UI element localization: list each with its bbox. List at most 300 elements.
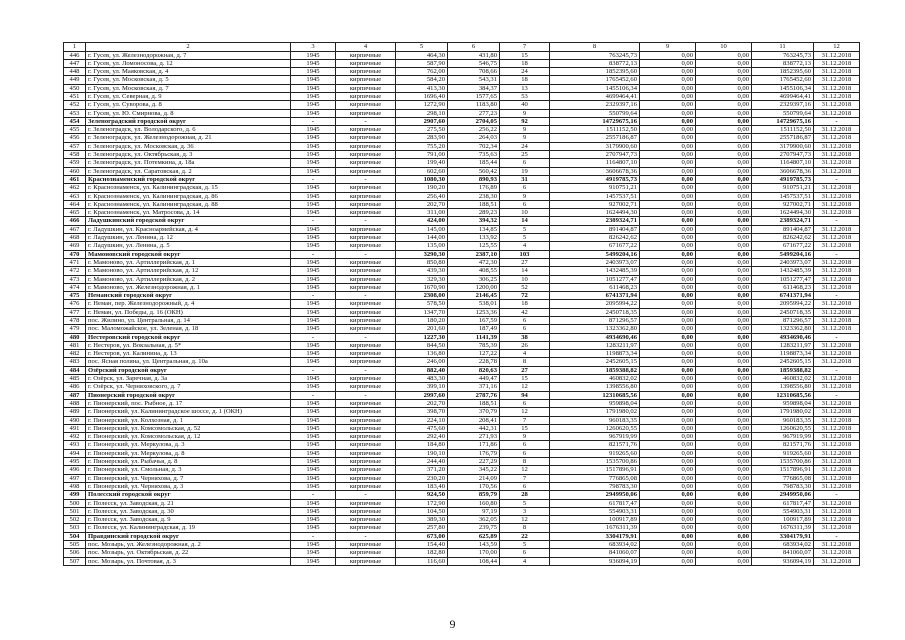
living-area-cell: 431,80 bbox=[448, 51, 500, 59]
table-row bbox=[64, 399, 860, 407]
cost-total-cell: 554903,31 bbox=[550, 507, 640, 515]
wall-material-cell: кирпичные bbox=[336, 441, 396, 449]
row-number-cell: 497 bbox=[64, 474, 86, 482]
living-area-cell: 708,66 bbox=[448, 68, 500, 76]
address-cell: г. Зеленоградск, ул. Железнодорожная, д. 21 bbox=[86, 134, 291, 142]
cost-total-cell: 826242,62 bbox=[550, 234, 640, 242]
total-area-cell: 924,50 bbox=[396, 491, 448, 499]
deadline-cell: 31.12.2018 bbox=[814, 449, 860, 457]
living-area-cell: 859,79 bbox=[448, 491, 500, 499]
residents-cell: 28 bbox=[500, 491, 550, 499]
table-row bbox=[64, 317, 860, 325]
cost-final-cell: 2557186,87 bbox=[752, 134, 814, 142]
wall-material-cell: кирпичные bbox=[336, 325, 396, 333]
cost-zero-b-cell: 0,00 bbox=[696, 308, 752, 316]
row-number-cell: 491 bbox=[64, 424, 86, 432]
total-area-cell: 298,10 bbox=[396, 109, 448, 117]
address-cell: г. Краснознаменск, ул. Калининградская, д. 88 bbox=[86, 200, 291, 208]
cost-zero-a-cell: 0,00 bbox=[640, 300, 696, 308]
table-row bbox=[64, 109, 860, 117]
cost-total-cell: 2557186,87 bbox=[550, 134, 640, 142]
wall-material-cell: кирпичные bbox=[336, 59, 396, 67]
cost-zero-a-cell: 0,00 bbox=[640, 283, 696, 291]
residents-cell: 40 bbox=[500, 101, 550, 109]
deadline-cell: 31.12.2018 bbox=[814, 159, 860, 167]
total-area-cell: 673,00 bbox=[396, 532, 448, 540]
total-area-cell: 257,80 bbox=[396, 524, 448, 532]
residents-cell: 4 bbox=[500, 242, 550, 250]
year-cell: 1945 bbox=[291, 283, 336, 291]
cost-zero-b-cell: 0,00 bbox=[696, 524, 752, 532]
residents-cell: 26 bbox=[500, 341, 550, 349]
table-row bbox=[64, 76, 860, 84]
deadline-cell: 31.12.2018 bbox=[814, 458, 860, 466]
cost-zero-a-cell: 0,00 bbox=[640, 375, 696, 383]
deadline-cell: 31.12.2018 bbox=[814, 200, 860, 208]
cost-final-cell: 1260620,55 bbox=[752, 424, 814, 432]
cost-zero-a-cell: 0,00 bbox=[640, 383, 696, 391]
cost-final-cell: 550799,64 bbox=[752, 109, 814, 117]
table-row bbox=[64, 92, 860, 100]
living-area-cell: 1253,36 bbox=[448, 308, 500, 316]
year-cell: 1945 bbox=[291, 159, 336, 167]
year-cell: 1945 bbox=[291, 275, 336, 283]
address-cell: г. Мамоново, ул. Артиллерийская, д. 12 bbox=[86, 267, 291, 275]
address-cell: г. Пионерский, ул. Комсомольская, д. 12 bbox=[86, 433, 291, 441]
deadline-cell: 31.12.2018 bbox=[814, 76, 860, 84]
residents-cell: 6 bbox=[500, 399, 550, 407]
cost-final-cell: 5499204,16 bbox=[752, 250, 814, 258]
living-area-cell: 127,22 bbox=[448, 350, 500, 358]
row-number-cell: 504 bbox=[64, 532, 86, 540]
cost-total-cell: 841060,07 bbox=[550, 549, 640, 557]
living-area-cell: 546,75 bbox=[448, 59, 500, 67]
column-header: 3 bbox=[291, 43, 336, 52]
deadline-cell: - bbox=[814, 391, 860, 399]
cost-zero-a-cell: 0,00 bbox=[640, 557, 696, 565]
cost-zero-b-cell: 0,00 bbox=[696, 449, 752, 457]
address-cell: г. Полесск, ул. Калининградская, д. 19 bbox=[86, 524, 291, 532]
address-cell: пос. Жилино, ул. Центральная, д. 14 bbox=[86, 317, 291, 325]
cost-final-cell: 871296,57 bbox=[752, 317, 814, 325]
deadline-cell: 31.12.2018 bbox=[814, 482, 860, 490]
deadline-cell: - bbox=[814, 250, 860, 258]
cost-total-cell: 927002,71 bbox=[550, 200, 640, 208]
cost-zero-a-cell: 0,00 bbox=[640, 433, 696, 441]
cost-zero-a-cell: 0,00 bbox=[640, 391, 696, 399]
year-cell: 1945 bbox=[291, 317, 336, 325]
cost-final-cell: 12310685,56 bbox=[752, 391, 814, 399]
living-area-cell: 188,51 bbox=[448, 399, 500, 407]
residents-cell: 10 bbox=[500, 275, 550, 283]
total-area-cell: 483,30 bbox=[396, 375, 448, 383]
living-area-cell: 160,80 bbox=[448, 499, 500, 507]
row-number-cell: 477 bbox=[64, 308, 86, 316]
wall-material-cell: кирпичные bbox=[336, 192, 396, 200]
address-cell: г. Нестеров, ул. Вокзальная, д. 5* bbox=[86, 341, 291, 349]
cost-final-cell: 100917,89 bbox=[752, 516, 814, 524]
cost-final-cell: 1859388,82 bbox=[752, 366, 814, 374]
wall-material-cell: - bbox=[336, 366, 396, 374]
row-number-cell: 495 bbox=[64, 458, 86, 466]
registry-sheet bbox=[63, 42, 859, 566]
cost-total-cell: 3304179,91 bbox=[550, 532, 640, 540]
row-number-cell: 480 bbox=[64, 333, 86, 341]
wall-material-cell: кирпичные bbox=[336, 167, 396, 175]
cost-zero-b-cell: 0,00 bbox=[696, 225, 752, 233]
living-area-cell: 560,42 bbox=[448, 167, 500, 175]
living-area-cell: 1200,00 bbox=[448, 283, 500, 291]
cost-zero-b-cell: 0,00 bbox=[696, 109, 752, 117]
table-row bbox=[64, 308, 860, 316]
cost-total-cell: 100917,89 bbox=[550, 516, 640, 524]
deadline-cell: 31.12.2018 bbox=[814, 541, 860, 549]
total-area-cell: 398,70 bbox=[396, 408, 448, 416]
wall-material-cell: кирпичные bbox=[336, 51, 396, 59]
column-header: 10 bbox=[696, 43, 752, 52]
total-area-cell: 256,40 bbox=[396, 192, 448, 200]
row-number-cell: 452 bbox=[64, 101, 86, 109]
cost-zero-b-cell: 0,00 bbox=[696, 92, 752, 100]
year-cell: - bbox=[291, 366, 336, 374]
year-cell: 1945 bbox=[291, 92, 336, 100]
deadline-cell: 31.12.2018 bbox=[814, 192, 860, 200]
row-number-cell: 467 bbox=[64, 225, 86, 233]
year-cell: 1945 bbox=[291, 416, 336, 424]
address-cell: г. Пионерский, ул. Колхозная, д. 1 bbox=[86, 416, 291, 424]
deadline-cell: 31.12.2018 bbox=[814, 209, 860, 217]
address-cell: Полесский городской округ bbox=[86, 491, 291, 499]
cost-total-cell: 2329397,16 bbox=[550, 101, 640, 109]
residents-cell: 9 bbox=[500, 192, 550, 200]
cost-zero-a-cell: 0,00 bbox=[640, 159, 696, 167]
cost-total-cell: 6741371,94 bbox=[550, 292, 640, 300]
cost-zero-b-cell: 0,00 bbox=[696, 375, 752, 383]
table-row bbox=[64, 499, 860, 507]
year-cell: 1945 bbox=[291, 375, 336, 383]
address-cell: г. Зеленоградск, ул. Володарского, д. 6 bbox=[86, 126, 291, 134]
cost-zero-a-cell: 0,00 bbox=[640, 474, 696, 482]
cost-zero-b-cell: 0,00 bbox=[696, 267, 752, 275]
address-cell: пос. Мозырь, ул. Почтовая, д. 3 bbox=[86, 557, 291, 565]
cost-total-cell: 891404,87 bbox=[550, 225, 640, 233]
total-area-cell: 882,40 bbox=[396, 366, 448, 374]
living-area-cell: 1183,80 bbox=[448, 101, 500, 109]
cost-final-cell: 1624494,30 bbox=[752, 209, 814, 217]
table-row bbox=[64, 242, 860, 250]
cost-zero-b-cell: 0,00 bbox=[696, 76, 752, 84]
cost-zero-a-cell: 0,00 bbox=[640, 350, 696, 358]
row-number-cell: 492 bbox=[64, 433, 86, 441]
year-cell: - bbox=[291, 217, 336, 225]
cost-zero-b-cell: 0,00 bbox=[696, 68, 752, 76]
table-row bbox=[64, 59, 860, 67]
residents-cell: 5 bbox=[500, 225, 550, 233]
table-row bbox=[64, 424, 860, 432]
total-area-cell: 2907,60 bbox=[396, 117, 448, 125]
cost-zero-b-cell: 0,00 bbox=[696, 408, 752, 416]
row-number-cell: 506 bbox=[64, 549, 86, 557]
column-header: 7 bbox=[500, 43, 550, 52]
cost-final-cell: 617817,47 bbox=[752, 499, 814, 507]
group-row bbox=[64, 217, 860, 225]
cost-zero-a-cell: 0,00 bbox=[640, 192, 696, 200]
address-cell: г. Краснознаменск, ул. Калининградская, д. 86 bbox=[86, 192, 291, 200]
year-cell: 1945 bbox=[291, 499, 336, 507]
residents-cell: 15 bbox=[500, 375, 550, 383]
table-row bbox=[64, 275, 860, 283]
wall-material-cell: кирпичные bbox=[336, 399, 396, 407]
row-number-cell: 489 bbox=[64, 408, 86, 416]
cost-total-cell: 959898,04 bbox=[550, 399, 640, 407]
row-number-cell: 473 bbox=[64, 275, 86, 283]
cost-final-cell: 841060,07 bbox=[752, 549, 814, 557]
total-area-cell: 2997,60 bbox=[396, 391, 448, 399]
cost-zero-a-cell: 0,00 bbox=[640, 532, 696, 540]
cost-zero-b-cell: 0,00 bbox=[696, 491, 752, 499]
group-row bbox=[64, 250, 860, 258]
wall-material-cell: кирпичные bbox=[336, 557, 396, 565]
living-area-cell: 133,92 bbox=[448, 234, 500, 242]
total-area-cell: 424,00 bbox=[396, 217, 448, 225]
cost-total-cell: 776865,08 bbox=[550, 474, 640, 482]
living-area-cell: 362,05 bbox=[448, 516, 500, 524]
cost-total-cell: 3179900,60 bbox=[550, 142, 640, 150]
cost-total-cell: 1535700,86 bbox=[550, 458, 640, 466]
table-row bbox=[64, 258, 860, 266]
year-cell: 1945 bbox=[291, 300, 336, 308]
cost-final-cell: 1511152,50 bbox=[752, 126, 814, 134]
deadline-cell: 31.12.2018 bbox=[814, 375, 860, 383]
row-number-cell: 482 bbox=[64, 350, 86, 358]
wall-material-cell: кирпичные bbox=[336, 242, 396, 250]
residents-cell: 8 bbox=[500, 458, 550, 466]
cost-zero-a-cell: 0,00 bbox=[640, 76, 696, 84]
year-cell: 1945 bbox=[291, 84, 336, 92]
cost-total-cell: 1455106,34 bbox=[550, 84, 640, 92]
cost-zero-a-cell: 0,00 bbox=[640, 399, 696, 407]
deadline-cell: 31.12.2018 bbox=[814, 350, 860, 358]
cost-zero-b-cell: 0,00 bbox=[696, 424, 752, 432]
wall-material-cell: кирпичные bbox=[336, 424, 396, 432]
total-area-cell: 1347,70 bbox=[396, 308, 448, 316]
wall-material-cell: кирпичные bbox=[336, 433, 396, 441]
year-cell: 1945 bbox=[291, 59, 336, 67]
total-area-cell: 283,90 bbox=[396, 134, 448, 142]
residents-cell: 4 bbox=[500, 350, 550, 358]
cost-zero-b-cell: 0,00 bbox=[696, 516, 752, 524]
address-cell: Нестеровский городской округ bbox=[86, 333, 291, 341]
wall-material-cell: кирпичные bbox=[336, 474, 396, 482]
group-row bbox=[64, 491, 860, 499]
year-cell: 1945 bbox=[291, 76, 336, 84]
cost-final-cell: 1535700,86 bbox=[752, 458, 814, 466]
wall-material-cell: кирпичные bbox=[336, 142, 396, 150]
cost-zero-a-cell: 0,00 bbox=[640, 275, 696, 283]
address-cell: г. Пионерский, ул. Рыбачья, д. 8 bbox=[86, 458, 291, 466]
cost-total-cell: 1457537,51 bbox=[550, 192, 640, 200]
living-area-cell: 171,86 bbox=[448, 441, 500, 449]
column-header: 11 bbox=[752, 43, 814, 52]
table-row bbox=[64, 482, 860, 490]
cost-zero-b-cell: 0,00 bbox=[696, 234, 752, 242]
cost-zero-a-cell: 0,00 bbox=[640, 458, 696, 466]
cost-zero-b-cell: 0,00 bbox=[696, 117, 752, 125]
year-cell: 1945 bbox=[291, 549, 336, 557]
cost-zero-b-cell: 0,00 bbox=[696, 325, 752, 333]
cost-total-cell: 4919785,73 bbox=[550, 175, 640, 183]
living-area-cell: 702,34 bbox=[448, 142, 500, 150]
cost-total-cell: 1198873,34 bbox=[550, 350, 640, 358]
row-number-cell: 490 bbox=[64, 416, 86, 424]
residents-cell: 9 bbox=[500, 134, 550, 142]
cost-total-cell: 460832,02 bbox=[550, 375, 640, 383]
row-number-cell: 493 bbox=[64, 441, 86, 449]
row-number-cell: 485 bbox=[64, 375, 86, 383]
table-row bbox=[64, 383, 860, 391]
deadline-cell: 31.12.2018 bbox=[814, 433, 860, 441]
wall-material-cell: - bbox=[336, 250, 396, 258]
year-cell: 1945 bbox=[291, 242, 336, 250]
cost-zero-b-cell: 0,00 bbox=[696, 341, 752, 349]
living-area-cell: 239,75 bbox=[448, 524, 500, 532]
column-header: 12 bbox=[814, 43, 860, 52]
cost-zero-a-cell: 0,00 bbox=[640, 267, 696, 275]
cost-total-cell: 671677,22 bbox=[550, 242, 640, 250]
cost-zero-b-cell: 0,00 bbox=[696, 184, 752, 192]
cost-final-cell: 1164807,10 bbox=[752, 159, 814, 167]
cost-total-cell: 1323362,80 bbox=[550, 325, 640, 333]
living-area-cell: 271,93 bbox=[448, 433, 500, 441]
address-cell: пос. Ясная поляна, ул. Центральная, д. 10а bbox=[86, 358, 291, 366]
address-cell: г. Пионерский, ул. Черняхова, д. 7 bbox=[86, 474, 291, 482]
row-number-cell: 501 bbox=[64, 507, 86, 515]
address-cell: пос. Маломожайское, ул. Зеленая, д. 18 bbox=[86, 325, 291, 333]
cost-zero-b-cell: 0,00 bbox=[696, 557, 752, 565]
wall-material-cell: кирпичные bbox=[336, 209, 396, 217]
cost-zero-a-cell: 0,00 bbox=[640, 325, 696, 333]
cost-zero-b-cell: 0,00 bbox=[696, 134, 752, 142]
table-row bbox=[64, 516, 860, 524]
wall-material-cell: - bbox=[336, 117, 396, 125]
address-cell: г. Гусев, ул. Железнодорожная, д. 7 bbox=[86, 51, 291, 59]
wall-material-cell: кирпичные bbox=[336, 549, 396, 557]
wall-material-cell: кирпичные bbox=[336, 416, 396, 424]
total-area-cell: 244,40 bbox=[396, 458, 448, 466]
living-area-cell: 2787,76 bbox=[448, 391, 500, 399]
address-cell: г. Мамоново, ул. Артиллерийская, д. 1 bbox=[86, 258, 291, 266]
cost-zero-b-cell: 0,00 bbox=[696, 175, 752, 183]
total-area-cell: 762,00 bbox=[396, 68, 448, 76]
cost-final-cell: 671677,22 bbox=[752, 242, 814, 250]
cost-zero-a-cell: 0,00 bbox=[640, 142, 696, 150]
row-number-cell: 459 bbox=[64, 159, 86, 167]
total-area-cell: 190,20 bbox=[396, 184, 448, 192]
living-area-cell: 472,30 bbox=[448, 258, 500, 266]
table-row bbox=[64, 416, 860, 424]
residents-cell: 31 bbox=[500, 175, 550, 183]
total-area-cell: 329,30 bbox=[396, 275, 448, 283]
row-number-cell: 466 bbox=[64, 217, 86, 225]
cost-total-cell: 871296,57 bbox=[550, 317, 640, 325]
group-row bbox=[64, 391, 860, 399]
cost-total-cell: 1283211,97 bbox=[550, 341, 640, 349]
cost-zero-a-cell: 0,00 bbox=[640, 516, 696, 524]
row-number-cell: 494 bbox=[64, 449, 86, 457]
cost-total-cell: 4699464,41 bbox=[550, 92, 640, 100]
residents-cell: 52 bbox=[500, 283, 550, 291]
row-number-cell: 456 bbox=[64, 134, 86, 142]
column-header: 2 bbox=[86, 43, 291, 52]
cost-zero-a-cell: 0,00 bbox=[640, 84, 696, 92]
address-cell: г. Гусев, ул. Северная, д. 9 bbox=[86, 92, 291, 100]
deadline-cell: - bbox=[814, 217, 860, 225]
address-cell: Ладушкинский городской округ bbox=[86, 217, 291, 225]
deadline-cell: 31.12.2018 bbox=[814, 142, 860, 150]
deadline-cell: 31.12.2018 bbox=[814, 557, 860, 565]
total-area-cell: 311,00 bbox=[396, 209, 448, 217]
total-area-cell: 371,20 bbox=[396, 466, 448, 474]
cost-zero-a-cell: 0,00 bbox=[640, 491, 696, 499]
total-area-cell: 844,50 bbox=[396, 341, 448, 349]
address-cell: Мамоновский городской округ bbox=[86, 250, 291, 258]
residents-cell: 12 bbox=[500, 383, 550, 391]
table-row bbox=[64, 209, 860, 217]
deadline-cell: 31.12.2018 bbox=[814, 167, 860, 175]
residents-cell: 18 bbox=[500, 76, 550, 84]
wall-material-cell: кирпичные bbox=[336, 524, 396, 532]
cost-total-cell: 2949950,06 bbox=[550, 491, 640, 499]
cost-final-cell: 2450718,35 bbox=[752, 308, 814, 316]
living-area-cell: 143,59 bbox=[448, 541, 500, 549]
cost-final-cell: 1051277,47 bbox=[752, 275, 814, 283]
cost-zero-a-cell: 0,00 bbox=[640, 242, 696, 250]
table-row bbox=[64, 142, 860, 150]
living-area-cell: 2704,05 bbox=[448, 117, 500, 125]
cost-zero-b-cell: 0,00 bbox=[696, 549, 752, 557]
total-area-cell: 202,70 bbox=[396, 399, 448, 407]
cost-final-cell: 4919785,73 bbox=[752, 175, 814, 183]
year-cell: 1945 bbox=[291, 258, 336, 266]
table-row bbox=[64, 541, 860, 549]
deadline-cell: 31.12.2018 bbox=[814, 283, 860, 291]
living-area-cell: 208,41 bbox=[448, 416, 500, 424]
living-area-cell: 370,79 bbox=[448, 408, 500, 416]
wall-material-cell: кирпичные bbox=[336, 458, 396, 466]
cost-zero-b-cell: 0,00 bbox=[696, 507, 752, 515]
year-cell: 1945 bbox=[291, 341, 336, 349]
cost-zero-b-cell: 0,00 bbox=[696, 482, 752, 490]
living-area-cell: 125,55 bbox=[448, 242, 500, 250]
living-area-cell: 625,89 bbox=[448, 532, 500, 540]
cost-total-cell: 1791980,02 bbox=[550, 408, 640, 416]
living-area-cell: 185,44 bbox=[448, 159, 500, 167]
row-number-cell: 486 bbox=[64, 383, 86, 391]
wall-material-cell: кирпичные bbox=[336, 258, 396, 266]
living-area-cell: 1577,65 bbox=[448, 92, 500, 100]
cost-zero-b-cell: 0,00 bbox=[696, 142, 752, 150]
cost-zero-a-cell: 0,00 bbox=[640, 234, 696, 242]
total-area-cell: 184,80 bbox=[396, 441, 448, 449]
address-cell: г. Пионерский, ул. Смольная, д. 3 bbox=[86, 466, 291, 474]
cost-zero-b-cell: 0,00 bbox=[696, 283, 752, 291]
table-row bbox=[64, 192, 860, 200]
cost-zero-a-cell: 0,00 bbox=[640, 358, 696, 366]
residents-cell: 10 bbox=[500, 209, 550, 217]
cost-zero-a-cell: 0,00 bbox=[640, 317, 696, 325]
cost-zero-b-cell: 0,00 bbox=[696, 433, 752, 441]
living-area-cell: 820,63 bbox=[448, 366, 500, 374]
